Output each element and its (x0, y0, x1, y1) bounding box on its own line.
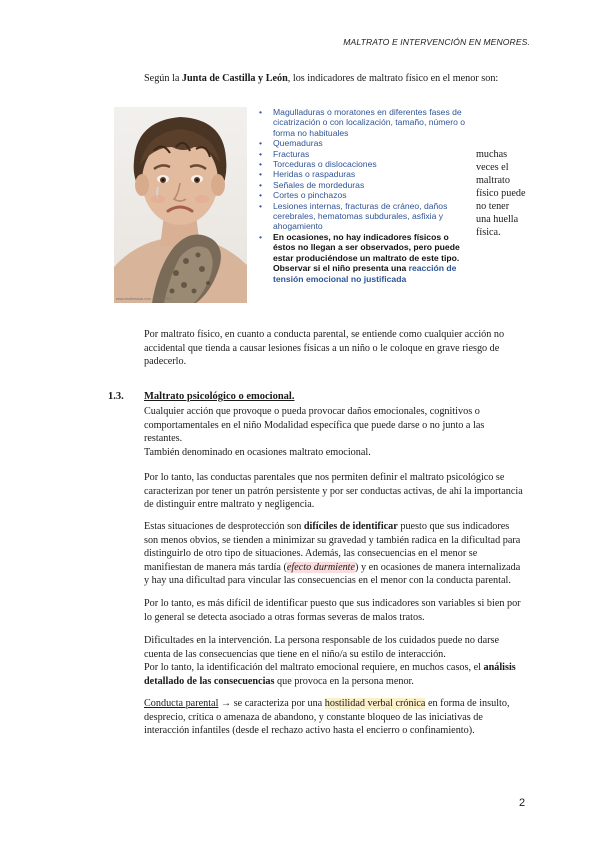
intro-text: Según la (144, 73, 182, 84)
intro-bold: Junta de Castilla y León (181, 73, 288, 84)
list-item: • Magulladuras o moratones en diferentes fases de cicatrización o con localización, tamaño, número o forma no habituales (258, 107, 473, 138)
arrow-icon: → (218, 698, 234, 709)
list-item: • Torceduras o dislocaciones (258, 159, 473, 169)
intro-text-end: , los indicadores de maltrato físico en el menor son: (287, 73, 499, 84)
list-item: • Señales de mordeduras (258, 180, 473, 190)
side-note: muchas veces el maltrato físico puede no tener una huella física. (476, 149, 526, 238)
section-title: Maltrato psicológico o emocional. (144, 391, 295, 402)
list-item: • Fracturas (258, 149, 473, 159)
paragraph-1: Cualquier acción que provoque o pueda provocar daños emocionales, cognitivos o comportamentales en el niño Modalidad específica que puede darse o no junto a las restantes. (144, 406, 485, 445)
list-item: • En ocasiones, no hay indicadores físicos o éstos no llegan a ser observados, pero puede estar produciéndose un maltrato de este tipo. Observar si el niño presenta una reacción de tensión emocional no justificada (258, 232, 473, 284)
physical-indicators-list (258, 107, 473, 284)
list-item: • Lesiones internas, fracturas de cráneo, daños cerebrales, hematomas subdurales, asfixia y ahogamiento (258, 201, 473, 232)
physical-definition: Por maltrato físico, en cuanto a conducta parental, se entiende como cualquier acción no accidental que tienda a causar lesiones físicas a un niño o le coloque en grave riesgo de padecerlo. (144, 329, 505, 368)
section-number: 1.3. (108, 391, 124, 402)
paragraph-4: Dificultades en la intervención. La persona responsable de los cuidados puede no darse cuenta de las consecuencias que tiene en el niño/a su estilo de interacción. Por lo tanto, la identificación del maltrato emocional requiere, en muchos casos, el análisis detallado de las consecuencias que provoca en la persona menor. (144, 635, 516, 687)
photo-caption: www.shutterstock.com · 000000000 (116, 297, 172, 301)
paragraph-3b: Por lo tanto, es más difícil de identificar puesto que sus indicadores son variables si bien por lo general se detecta asociado a otras formas severas de malos tratos. (144, 598, 521, 623)
highlight-sleeper-effect: efecto durmiente (286, 561, 356, 573)
highlight-verbal-hostility: hostilidad verbal crónica (324, 698, 426, 709)
intro-paragraph (144, 72, 524, 86)
paragraph-1b: También denominado en ocasiones maltrato emocional. (144, 447, 371, 458)
running-header: MALTRATO E INTERVENCIÓN EN MENORES. (343, 37, 530, 47)
list-item: • Heridas o raspaduras (258, 169, 473, 179)
paragraph-2: Por lo tanto, las conductas parentales que nos permiten definir el maltrato psicológico se caracterizan por tener un patrón persistente y por ser conductas activas, de ahí la importancia de distinguir entre maltrato y negligencia. (144, 472, 523, 511)
crying-boy-photo (114, 107, 247, 303)
list-item: • Quemaduras (258, 138, 473, 148)
list-item: • Cortes o pinchazos (258, 190, 473, 200)
paragraph-3: Estas situaciones de desprotección son difíciles de identificar puesto que sus indicadores son menos obvios, se tienden a minimizar su gravedad y también radica en la dificultad para distinguirlo de otro tipo de situaciones. Además, las consecuencias en el menor se manifiestan de manera más tardía (efecto durmiente) y en ocasiones de manera internalizada y hay una dificultad para vincular las consecuencias en el menor con la conducta parental. (144, 521, 521, 587)
paragraph-5: Conducta parental → se caracteriza por una hostilidad verbal crónica en forma de insulto, desprecio, crítica o amenaza de abandono, y constante bloqueo de las iniciativas de interacción infantiles (desde el rechazo activo hasta el encierro o confinamiento). (144, 698, 510, 737)
page-number: 2 (519, 797, 526, 809)
